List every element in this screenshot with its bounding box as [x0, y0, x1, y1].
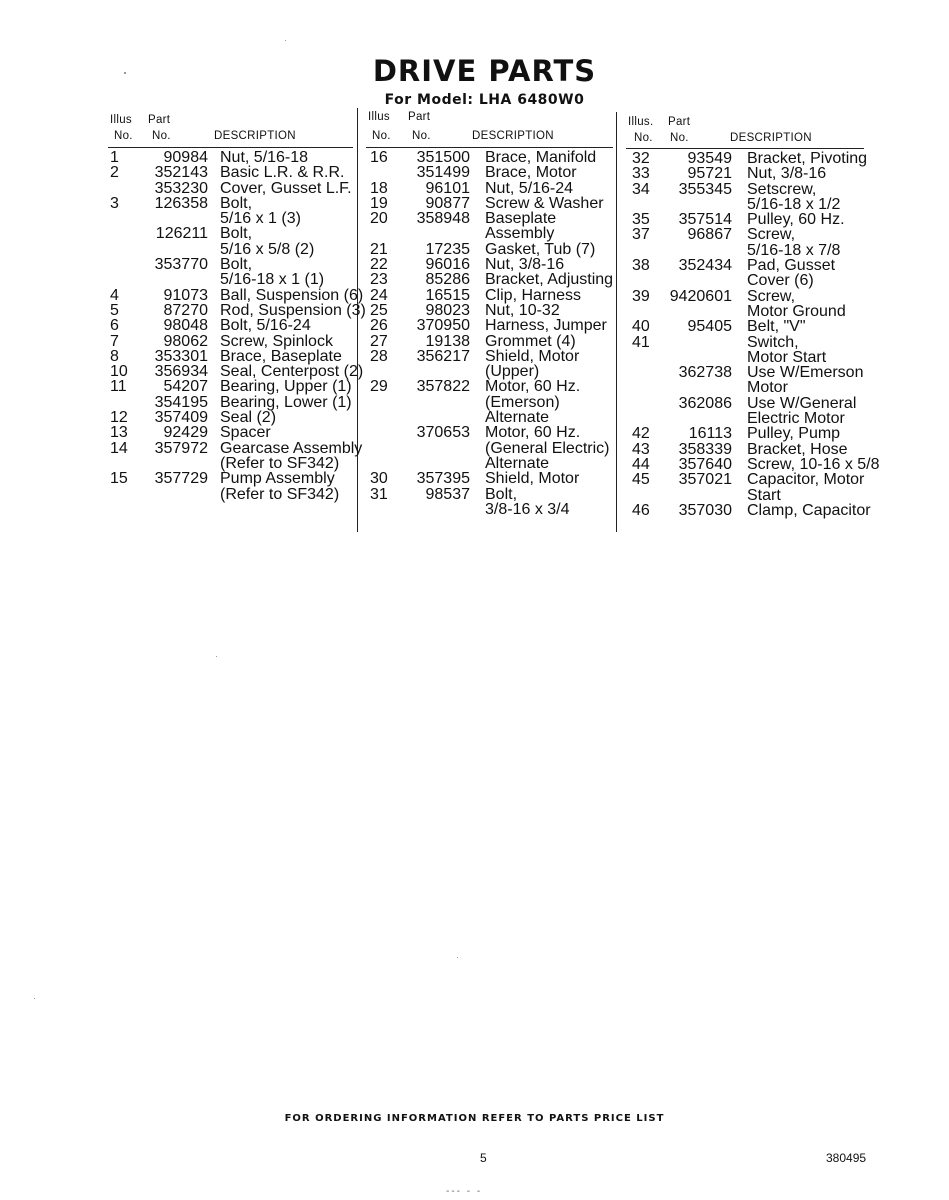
illus-number: 27 — [370, 332, 388, 350]
part-description: Seal, Centerpost (2) — [220, 363, 364, 381]
part-description: Basic L.R. & R.R. — [220, 164, 345, 182]
part-description: Use W/Emerson — [747, 364, 864, 382]
col2-part-no-label: No. — [412, 130, 431, 142]
part-description: Bracket, Adjusting — [485, 271, 614, 289]
part-description: Brace, Motor — [485, 164, 577, 182]
col2-desc-label: DESCRIPTION — [472, 130, 554, 142]
part-description: Clip, Harness — [485, 286, 582, 304]
part-description: Brace, Manifold — [485, 149, 597, 166]
parts-row — [370, 441, 615, 456]
illus-number: 16 — [370, 149, 388, 166]
parts-row — [632, 472, 872, 487]
parts-row — [370, 257, 615, 272]
parts-row — [370, 318, 615, 333]
part-description: Setscrew, — [747, 180, 817, 198]
parts-row — [110, 272, 355, 287]
part-description: Bolt, — [485, 485, 518, 503]
part-number: 357640 — [678, 455, 732, 473]
illus-number: 38 — [632, 257, 650, 275]
col2-header-rule — [366, 147, 613, 148]
part-description: Switch, — [747, 333, 799, 351]
scan-speck — [285, 40, 286, 41]
illus-number: 20 — [370, 210, 388, 228]
parts-row — [110, 318, 355, 333]
page-title: DRIVE PARTS — [372, 54, 597, 88]
parts-row — [632, 442, 872, 457]
part-number: 85286 — [425, 271, 470, 289]
part-number: 90984 — [163, 149, 208, 166]
part-description: Ball, Suspension (6) — [220, 286, 364, 304]
parts-row — [110, 257, 355, 272]
part-number: 19138 — [425, 332, 470, 350]
part-description: Brace, Baseplate — [220, 347, 342, 365]
part-description: Bearing, Upper (1) — [220, 378, 352, 396]
scan-speck — [124, 72, 126, 74]
illus-number: 39 — [632, 287, 650, 305]
parts-row — [110, 301, 366, 319]
illus-number: 14 — [110, 439, 128, 457]
part-description: Assembly — [485, 225, 555, 243]
parts-row — [632, 488, 872, 503]
parts-row — [370, 334, 615, 349]
parts-row — [632, 197, 872, 212]
part-description: Nut, 5/16-18 — [220, 149, 309, 166]
part-description: Rod, Suspension (3) — [220, 301, 366, 319]
part-description: Bearing, Lower (1) — [220, 393, 352, 411]
parts-row — [632, 503, 872, 518]
illus-number: 28 — [370, 347, 388, 365]
col1-header-rule — [108, 147, 353, 148]
col1-illus-no-label: No. — [114, 130, 133, 142]
parts-row — [370, 379, 615, 394]
part-description: Bolt, — [220, 194, 253, 212]
part-description: Belt, "V" — [747, 318, 806, 336]
part-number: 126358 — [154, 194, 208, 212]
col2-illus-label: Illus — [368, 111, 390, 123]
parts-row — [632, 166, 872, 181]
part-number: 362738 — [678, 364, 732, 382]
part-description: Baseplate — [485, 210, 557, 228]
part-number: 357021 — [678, 471, 732, 489]
part-number: 352143 — [154, 164, 208, 182]
column-divider-2 — [616, 112, 617, 532]
illus-number: 22 — [370, 256, 388, 274]
part-number: 355345 — [678, 180, 732, 198]
parts-list-column-3 — [632, 150, 880, 519]
illus-number: 29 — [370, 378, 388, 396]
parts-row — [370, 364, 615, 379]
col3-header — [628, 115, 868, 147]
parts-row — [632, 243, 872, 258]
part-number: 93549 — [687, 150, 732, 167]
parts-row — [632, 380, 872, 395]
part-description: Alternate — [485, 409, 550, 427]
part-number: 357030 — [678, 501, 732, 519]
part-number: 353770 — [154, 256, 208, 274]
illus-number: 18 — [370, 179, 388, 197]
parts-row — [370, 502, 615, 517]
illus-number: 45 — [632, 471, 650, 489]
parts-row — [110, 439, 363, 457]
col2-header — [368, 110, 613, 144]
illus-number: 40 — [632, 318, 650, 336]
part-description: Bracket, Pivoting — [747, 150, 868, 167]
illus-number: 46 — [632, 501, 650, 519]
parts-row — [632, 212, 872, 227]
illus-number: 19 — [370, 194, 388, 212]
illus-number: 41 — [632, 333, 650, 351]
part-number: 357729 — [154, 470, 208, 488]
part-number: 357822 — [416, 378, 470, 396]
parts-row — [632, 350, 872, 365]
part-description: (Refer to SF342) — [220, 454, 340, 472]
illus-number: 11 — [110, 378, 127, 396]
part-description: 3/8-16 x 3/4 — [485, 500, 570, 518]
column-divider-1 — [357, 108, 358, 532]
document-number: 380495 — [826, 1151, 867, 1165]
parts-row — [632, 426, 872, 441]
illus-number: 26 — [370, 317, 388, 335]
parts-row — [632, 182, 872, 197]
part-number: 16515 — [425, 286, 470, 304]
part-number: 357972 — [154, 439, 208, 457]
model-subtitle: For Model: LHA 6480W0 — [384, 92, 585, 108]
part-number: 352434 — [678, 257, 732, 275]
illus-number: 2 — [110, 164, 119, 182]
part-description: Bracket, Hose — [747, 440, 848, 458]
col3-desc-label: DESCRIPTION — [730, 132, 812, 144]
scan-speck — [457, 957, 458, 958]
illus-number: 43 — [632, 440, 650, 458]
illus-number: 33 — [632, 165, 650, 183]
parts-row — [110, 165, 355, 180]
parts-row — [632, 273, 872, 288]
part-description: Cover (6) — [747, 272, 814, 290]
illus-number: 5 — [110, 301, 119, 319]
col1-part-label: Part — [148, 114, 171, 126]
illus-number: 42 — [632, 425, 650, 443]
part-number: 356217 — [416, 347, 470, 365]
parts-row — [110, 286, 364, 304]
part-description: 5/16-18 x 7/8 — [747, 241, 841, 259]
part-number: 16113 — [688, 425, 732, 443]
illus-number: 25 — [370, 301, 388, 319]
parts-row — [632, 455, 880, 473]
parts-list-column-1 — [110, 149, 366, 503]
part-description: 5/16 x 5/8 (2) — [220, 240, 315, 258]
parts-row — [370, 181, 615, 196]
col3-illus-label: Illus. — [628, 116, 654, 128]
part-description: Bolt, — [220, 256, 253, 274]
part-number: 351500 — [416, 149, 470, 166]
parts-row — [632, 319, 872, 334]
part-number: 96101 — [425, 179, 470, 197]
illus-number: 10 — [110, 363, 128, 381]
parts-row — [110, 334, 355, 349]
ordering-footer-note: FOR ORDERING INFORMATION REFER TO PARTS PRICE LIST — [284, 1113, 665, 1124]
parts-row — [632, 304, 872, 319]
parts-row — [370, 242, 615, 257]
part-description: 5/16-18 x 1/2 — [747, 195, 841, 213]
part-number: 87270 — [163, 301, 208, 319]
part-description: Nut, 10-32 — [485, 301, 560, 319]
part-description: Bolt, 5/16-24 — [220, 317, 311, 335]
parts-row — [110, 226, 355, 241]
part-description: Seal (2) — [220, 409, 277, 427]
parts-row — [110, 211, 355, 226]
part-number: 357395 — [416, 470, 470, 488]
parts-row — [110, 349, 355, 364]
parts-row — [110, 181, 355, 196]
illus-number: 21 — [370, 240, 388, 258]
parts-row — [110, 196, 355, 211]
part-description: Grommet (4) — [485, 332, 576, 350]
illus-number: 31 — [370, 485, 388, 503]
handwritten-mark: ‐‐‐ ‐ ‐ — [446, 1186, 483, 1197]
col2-part-label: Part — [408, 111, 431, 123]
parts-row — [370, 272, 615, 287]
parts-row — [110, 242, 355, 257]
parts-row — [632, 365, 872, 380]
parts-row — [110, 456, 355, 471]
col3-part-label: Part — [668, 116, 691, 128]
part-description: Screw, — [747, 226, 796, 244]
illus-number: 35 — [632, 211, 650, 229]
part-number: 353301 — [154, 347, 208, 365]
part-number: 354195 — [154, 393, 208, 411]
part-number: 358339 — [678, 440, 732, 458]
part-number: 96867 — [687, 226, 732, 244]
part-number: 353230 — [154, 179, 208, 197]
part-description: Pad, Gusset — [747, 257, 836, 275]
parts-row — [370, 425, 615, 440]
parts-row — [370, 165, 615, 180]
parts-row — [370, 471, 615, 486]
parts-row — [370, 226, 615, 241]
parts-row — [110, 471, 355, 486]
parts-row — [632, 335, 872, 350]
illus-number: 6 — [110, 317, 119, 335]
part-description: Gearcase Assembly — [220, 439, 363, 457]
illus-number: 8 — [110, 347, 119, 365]
parts-row — [110, 363, 364, 381]
part-description: (Upper) — [485, 363, 540, 381]
col3-header-rule — [626, 148, 864, 149]
part-description: Bolt, — [220, 225, 253, 243]
part-description: Shield, Motor — [485, 347, 580, 365]
part-description: Pump Assembly — [220, 470, 335, 488]
part-number: 357409 — [154, 409, 208, 427]
part-description: Pulley, 60 Hz. — [747, 211, 845, 229]
part-number: 358948 — [416, 210, 470, 228]
illus-number: 7 — [110, 332, 119, 350]
parts-row — [110, 410, 355, 425]
parts-row — [110, 425, 355, 440]
parts-row — [632, 151, 872, 166]
illus-number: 32 — [632, 150, 650, 167]
part-description: Screw & Washer — [485, 194, 604, 212]
part-description: Motor, 60 Hz. — [485, 424, 581, 442]
part-number: 370950 — [416, 317, 470, 335]
part-number: 9420601 — [669, 287, 732, 305]
part-description: Nut, 3/8-16 — [747, 165, 827, 183]
part-number: 362086 — [678, 394, 732, 412]
part-number: 126211 — [155, 225, 208, 243]
part-description: Harness, Jumper — [485, 317, 607, 335]
part-number: 95721 — [687, 165, 732, 183]
col1-header — [110, 113, 355, 145]
part-number: 351499 — [416, 164, 470, 182]
parts-row — [370, 196, 615, 211]
col3-illus-no-label: No. — [634, 132, 653, 144]
illus-number: 12 — [110, 409, 128, 427]
parts-row — [632, 411, 872, 426]
parts-row — [110, 379, 355, 394]
part-description: Nut, 3/8-16 — [485, 256, 565, 274]
illus-number: 34 — [632, 180, 650, 198]
illus-number: 15 — [110, 470, 128, 488]
parts-list-column-2 — [370, 150, 615, 517]
parts-row — [370, 288, 615, 303]
part-description: Capacitor, Motor — [747, 471, 865, 489]
part-number: 92429 — [163, 424, 208, 442]
part-number: 95405 — [687, 318, 732, 336]
col3-part-no-label: No. — [670, 132, 689, 144]
part-description: Screw, — [747, 287, 796, 305]
part-description: Shield, Motor — [485, 470, 580, 488]
part-description: Motor Ground — [747, 302, 846, 320]
parts-row — [632, 258, 872, 273]
part-number: 357514 — [678, 211, 732, 229]
part-number: 98062 — [163, 332, 208, 350]
part-number: 98537 — [425, 485, 470, 503]
illus-number: 13 — [110, 424, 128, 442]
parts-row — [110, 487, 355, 502]
illus-number: 4 — [110, 286, 119, 304]
parts-row — [370, 211, 615, 226]
part-description: Motor — [747, 379, 788, 397]
part-description: Motor, 60 Hz. — [485, 378, 581, 396]
part-number: 370653 — [416, 424, 470, 442]
col2-illus-no-label: No. — [372, 130, 391, 142]
part-description: (Refer to SF342) — [220, 485, 340, 503]
part-description: Electric Motor — [747, 410, 845, 428]
parts-row — [632, 396, 872, 411]
part-description: Screw, 10-16 x 5/8 — [747, 455, 880, 473]
part-description: Screw, Spinlock — [220, 332, 333, 350]
illus-number: 44 — [632, 455, 650, 473]
parts-row — [110, 395, 355, 410]
parts-row — [370, 150, 615, 165]
part-description: Nut, 5/16-24 — [485, 179, 574, 197]
illus-number: 3 — [110, 194, 119, 212]
parts-row — [370, 456, 615, 471]
parts-row — [632, 227, 872, 242]
part-description: Cover, Gusset L.F. — [220, 179, 352, 197]
illus-number: 30 — [370, 470, 388, 488]
part-number: 90877 — [425, 194, 470, 212]
part-number: 91073 — [163, 286, 208, 304]
part-description: Pulley, Pump — [747, 425, 841, 443]
part-description: 5/16-18 x 1 (1) — [220, 271, 325, 289]
part-description: Motor Start — [747, 348, 827, 366]
parts-row — [370, 349, 615, 364]
parts-row — [370, 395, 615, 410]
part-number: 98023 — [425, 301, 470, 319]
part-number: 96016 — [425, 256, 470, 274]
col1-desc-label: DESCRIPTION — [214, 130, 296, 142]
parts-row — [370, 410, 615, 425]
part-number: 356934 — [154, 363, 208, 381]
col1-part-no-label: No. — [152, 130, 171, 142]
scan-speck — [34, 998, 35, 999]
illus-number: 37 — [632, 226, 650, 244]
part-number: 54207 — [163, 378, 208, 396]
part-number: 17235 — [425, 240, 470, 258]
part-description: Spacer — [220, 424, 271, 442]
parts-row — [110, 150, 355, 165]
illus-number: 24 — [370, 286, 388, 304]
part-number: 98048 — [163, 317, 208, 335]
parts-row — [632, 289, 872, 304]
part-description: (Emerson) — [485, 393, 560, 411]
part-description: Alternate — [485, 454, 550, 472]
part-description: Start — [747, 486, 781, 504]
parts-row — [370, 303, 615, 318]
part-description: 5/16 x 1 (3) — [220, 210, 301, 228]
part-description: Gasket, Tub (7) — [485, 240, 596, 258]
part-description: (General Electric) — [485, 439, 610, 457]
illus-number: 1 — [110, 149, 119, 166]
col1-illus-label: Illus — [110, 114, 132, 126]
part-description: Clamp, Capacitor — [747, 501, 871, 519]
illus-number: 23 — [370, 271, 388, 289]
scan-speck — [216, 656, 217, 657]
page-number: 5 — [480, 1151, 487, 1165]
parts-row — [370, 487, 615, 502]
part-description: Use W/General — [747, 394, 857, 412]
